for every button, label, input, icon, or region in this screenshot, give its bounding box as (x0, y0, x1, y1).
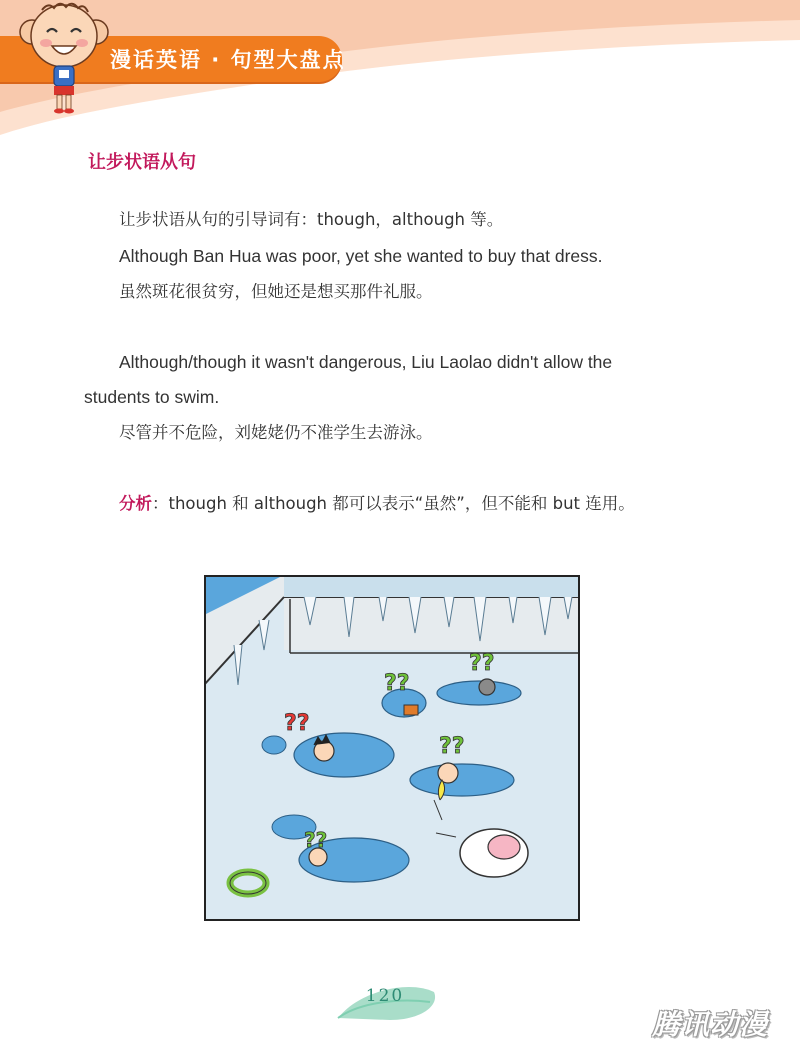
svg-text:??: ?? (284, 711, 310, 736)
comic-illustration (204, 575, 580, 921)
example1-english: Although Ban Hua was poor, yet she wanted to buy that dress. (119, 246, 603, 266)
svg-text:??: ?? (439, 734, 465, 759)
example2-english-line1: Although/though it wasn't dangerous, Liu Laolao didn't allow the (119, 352, 613, 372)
analysis-label: 分析 (119, 494, 152, 513)
svg-text:??: ?? (384, 671, 410, 696)
page-number: 120 (365, 986, 405, 1006)
mascot-illustration (14, 0, 114, 120)
section-heading: 让步状语从句 (88, 152, 196, 173)
header-title: 漫话英语 · 句型大盘点 (110, 48, 346, 72)
analysis-line (119, 492, 635, 516)
example1-chinese: 虽然斑花很贫穷，但她还是想买那件礼服。 (119, 282, 433, 301)
svg-text:??: ?? (469, 651, 495, 676)
svg-text:??: ?? (304, 828, 328, 852)
example2-chinese: 尽管并不危险，刘姥姥仍不准学生去游泳。 (119, 423, 433, 442)
watermark-logo: 腾讯动漫 (652, 1008, 769, 1041)
example2-english-line2: students to swim. (84, 387, 220, 407)
intro-text: 让步状语从句的引导词有：though，although 等。 (119, 210, 504, 229)
analysis-text: ：though 和 although 都可以表示“虽然”，但不能和 but 连用。 (152, 494, 635, 513)
